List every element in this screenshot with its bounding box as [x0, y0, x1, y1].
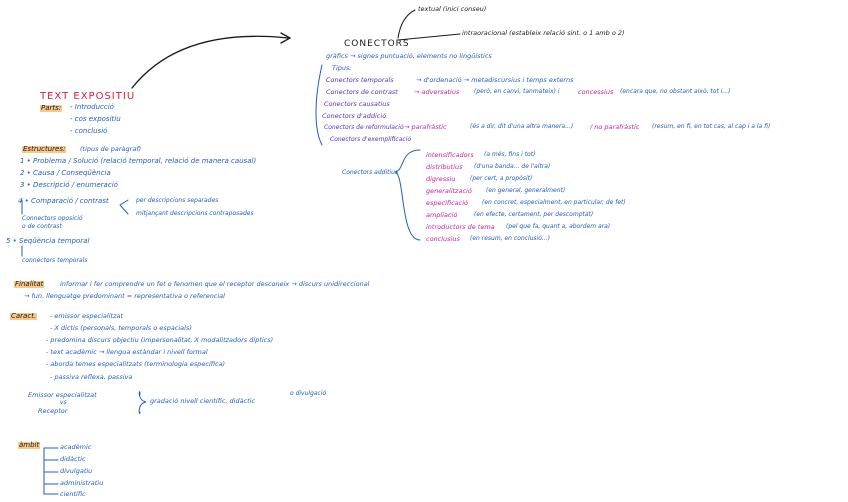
estructures-label: Estructures: — [23, 145, 66, 153]
connector-row-desc: concessius — [578, 88, 614, 96]
top-branch: textual (inici conseu) — [418, 5, 487, 13]
divulgacio-text: o divulgació — [290, 390, 327, 397]
parts-item: - cos expositiu — [70, 115, 121, 123]
connector-row-label: Conectors temporals — [326, 76, 394, 84]
caract-item: - X dictis (personals, temporals o espacials) — [50, 324, 192, 332]
additiu-key: introductors de tema — [426, 223, 495, 231]
comp-branch: per descripcions separades — [136, 197, 219, 204]
additiu-val: (per cert, a propòsit) — [470, 175, 533, 182]
top-arrow-1 — [398, 10, 415, 38]
right-bracket — [316, 65, 322, 145]
top-branch: intraoracional (estableix relació sint. o 1 amb o 2) — [462, 29, 625, 37]
additiu-val: (pel que fa, quant a, abordem ara) — [506, 223, 611, 230]
page-title: TEXT EXPOSITIU — [40, 91, 136, 102]
grafics-line: gràfics → signes puntuació, elements no lingüístics — [326, 52, 492, 60]
comp-branch: mitjançant descripcions contraposades — [136, 210, 254, 217]
connector-row-desc: (encara que, no obstant això, tot i...) — [620, 88, 731, 95]
connector-row-desc: (és a dir, dit d'una altra manera...) — [470, 123, 574, 130]
emissor-brace — [139, 392, 146, 414]
finalitat-label: Finalitat — [15, 280, 44, 288]
ambit-tree — [44, 448, 58, 494]
additiu-val: (a més, fins i tot) — [484, 151, 536, 158]
additiu-key: especificació — [426, 199, 469, 207]
tipus-label: Tipus: — [332, 64, 352, 72]
parts-item: - Introducció — [70, 103, 114, 111]
comp-note: o de contrast — [22, 223, 62, 230]
ambit-item: didàctic — [60, 455, 86, 463]
connector-row-desc: → parafràstic — [404, 123, 447, 131]
connector-row-label: Conectors d'addició — [322, 112, 387, 120]
estructura-item: 2 • Causa / Conseqüència — [20, 169, 111, 177]
ambit-label: àmbit — [19, 441, 40, 449]
main-arrow — [132, 36, 288, 88]
additiu-val: (en general, generalment) — [486, 187, 566, 194]
ambit-item: científic — [60, 490, 86, 498]
finalitat-line: informar i fer comprendre un fet o fenomen que el receptor desconeix → discurs unidireccional — [60, 280, 370, 288]
caract-item: - predomina discurs objectiu (impersonalitat, X modalitzadors díptics) — [46, 336, 274, 344]
sequencia-item: 5 • Seqüència temporal — [6, 237, 90, 245]
estructures-note: (tipus de paràgraf) — [80, 145, 142, 153]
additiu-val: (d'una banda... de l'altra) — [474, 163, 551, 170]
estructura-item: 3 • Descripció / enumeració — [20, 181, 118, 189]
parts-label: Parts: — [41, 104, 62, 112]
ambit-item: divulgatiu — [60, 467, 93, 475]
gradacio-text: gradació nivell científic, didàctic — [150, 397, 256, 405]
comp-note: Connectors oposició — [22, 215, 83, 222]
seq-note: connectors temporals — [22, 257, 88, 264]
ambit-item: administratiu — [60, 479, 104, 487]
parts-item: - conclusió — [70, 127, 108, 135]
caract-item: - text acadèmic → llengua estàndar i nivell formal — [46, 348, 208, 356]
additiu-key: conclusius — [426, 235, 460, 243]
connector-row-desc: (però, en canvi, tanmateix) i — [474, 88, 560, 95]
receptor-text: Receptor — [38, 407, 68, 415]
connector-row-label: Conectors de contrast — [326, 88, 398, 96]
finalitat-line: → fun. llenguatge predominant = representativa o referencial — [24, 292, 225, 300]
caract-item: - emissor especialitzat — [50, 312, 124, 320]
connector-row-label: Conectors de reformulació — [324, 124, 404, 131]
ambit-item: acadèmic — [60, 443, 92, 451]
caract-item: - passiva reflexa, passiva — [50, 373, 133, 381]
additiu-key: digressiu — [426, 175, 456, 183]
vs-text: vs — [60, 399, 67, 406]
estructura-item: 1 • Problema / Solució (relació temporal, relació de manera causal) — [20, 157, 257, 165]
caract-item: - aborda temes especialitzats (terminologia específica) — [46, 360, 226, 368]
additiu-key: intensificadors — [426, 151, 474, 159]
comp-bracket — [120, 200, 128, 214]
connector-row-label: Conectors causatius — [324, 100, 390, 108]
additiu-key: ampliació — [426, 211, 458, 219]
connector-row-label: Conectors d'exemplificació — [330, 136, 412, 143]
connectors-title: CONECTORS — [344, 39, 410, 49]
connector-row-desc: / no parafràstic — [590, 123, 640, 131]
additiu-val: (en resum, en conclusió...) — [470, 235, 550, 242]
connector-row-desc: → d'ordenació → metadiscursius i temps externs — [416, 76, 574, 84]
caract-label: Caract. — [11, 312, 37, 320]
emissor-text: Emissor especialitzat — [28, 391, 97, 399]
additiu-key: distributius — [426, 163, 463, 171]
additiu-val: (en concret, especialment, en particular, de fet) — [482, 199, 626, 206]
connector-row-desc: (resum, en fi, en tot cas, al cap i a la fi) — [652, 123, 771, 130]
additius-label: Conectors additius — [342, 169, 399, 176]
additius-brace — [395, 150, 420, 240]
additiu-val: (en efecte, certament, per descomptat) — [474, 211, 594, 218]
connector-row-desc: → adversatius — [414, 88, 460, 96]
comparacio-item: 4 • Comparació / contrast — [18, 197, 109, 205]
additiu-key: generalització — [426, 187, 472, 195]
